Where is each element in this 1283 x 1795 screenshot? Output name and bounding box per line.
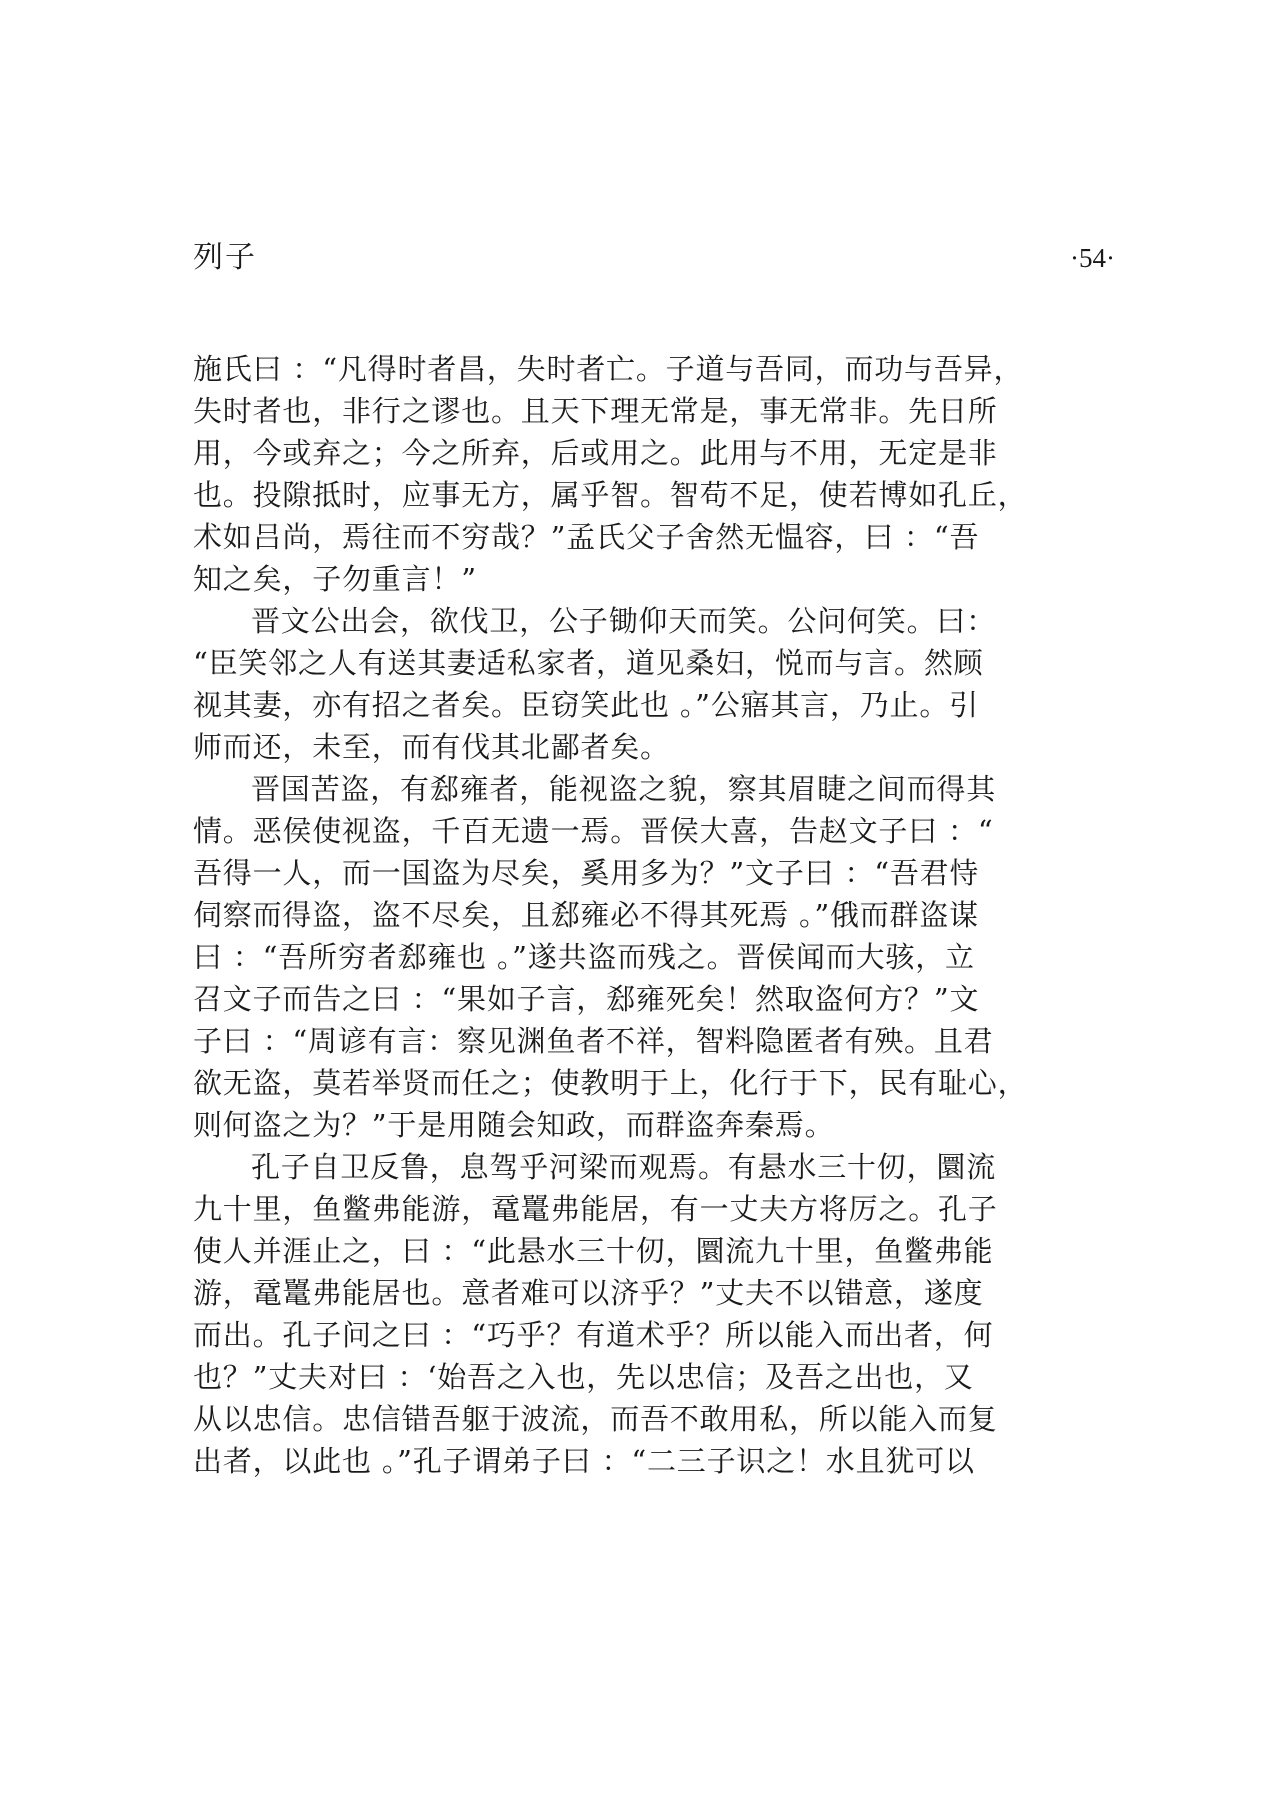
text-line: 视其妻，亦有招之者矣。臣窃笑此也 。”公寤其言，乃止。引 <box>193 688 979 722</box>
text-line: 九十里，鱼鳖弗能游，鼋鼍弗能居，有一丈夫方将厉之。孔子 <box>193 1192 998 1226</box>
paragraph-start-line: 晋文公出会，欲伐卫，公子锄仰天而笑。公问何笑。曰： <box>251 604 997 638</box>
text-line: 失时者也，非行之谬也。且天下理无常是，事无常非。先日所 <box>193 394 998 428</box>
body-text <box>193 348 1123 1482</box>
text-line: 出者，以此也 。”孔子谓弟子曰 ：“二三子识之！水且犹可以 <box>193 1444 975 1478</box>
text-line: 而出。孔子问之曰 ：“巧乎？有道术乎？所以能入而出者，何 <box>193 1318 994 1352</box>
text-line: 术如吕尚，焉往而不穷哉？”孟氏父子舍然无愠容，曰 ：“吾 <box>193 520 980 554</box>
text-line: 情。恶侯使视盗，千百无遗一焉。晋侯大喜，告赵文子曰 ：“ <box>193 814 994 848</box>
text-line: 知之矣，子勿重言！” <box>193 562 477 596</box>
text-line: 子曰 ：“周谚有言：察见渊鱼者不祥，智料隐匿者有殃。且君 <box>193 1024 994 1058</box>
page-number: ·54· <box>1070 243 1115 273</box>
text-line: 召文子而告之曰 ：“果如子言，郄雍死矣！然取盗何方？”文 <box>193 982 980 1016</box>
paragraph-start-line: 孔子自卫反鲁，息驾乎河梁而观焉。有悬水三十仞，圜流 <box>251 1150 997 1184</box>
text-line: 游，鼋鼍弗能居也。意者难可以济乎？”丈夫不以错意，遂度 <box>193 1276 984 1310</box>
text-line: 师而还，未至，而有伐其北鄙者矣。 <box>193 730 670 764</box>
text-line: 也？”丈夫对曰 ：‘始吾之入也，先以忠信；及吾之出也，又 <box>193 1360 974 1394</box>
paragraph-start-line: 晋国苦盗，有郄雍者，能视盗之貌，察其眉睫之间而得其 <box>251 772 997 806</box>
text-line: 用，今或弃之；今之所弃，后或用之。此用与不用，无定是非 <box>193 436 998 470</box>
text-line: 伺察而得盗，盗不尽矣，且郄雍必不得其死焉 。”俄而群盗谋 <box>193 898 979 932</box>
text-line: 欲无盗，莫若举贤而任之；使教明于上，化行于下，民有耻心， <box>193 1066 1028 1100</box>
text-line: 从以忠信。忠信错吾躯于波流，而吾不敢用私，所以能入而复 <box>193 1402 998 1436</box>
text-line: 也。投隙抵时，应事无方，属乎智。智苟不足，使若博如孔丘， <box>193 478 1028 512</box>
text-line: 则何盗之为？”于是用随会知政，而群盗奔秦焉。 <box>193 1108 835 1142</box>
text-line: 曰 ：“吾所穷者郄雍也 。”遂共盗而残之。晋侯闻而大骇，立 <box>193 940 975 974</box>
book-title: 列子 <box>193 240 257 275</box>
text-line: 施氏曰 ：“凡得时者昌，失时者亡。子道与吾同，而功与吾异， <box>193 352 1024 386</box>
page-header <box>193 236 1115 280</box>
text-line: 吾得一人，而一国盗为尽矣，奚用多为？”文子曰 ：“吾君恃 <box>193 856 980 890</box>
text-line: “臣笑邻之人有送其妻适私家者，道见桑妇，悦而与言。然顾 <box>193 646 984 680</box>
text-line: 使人并涯止之，曰 ：“此悬水三十仞，圜流九十里，鱼鳖弗能 <box>193 1234 994 1268</box>
